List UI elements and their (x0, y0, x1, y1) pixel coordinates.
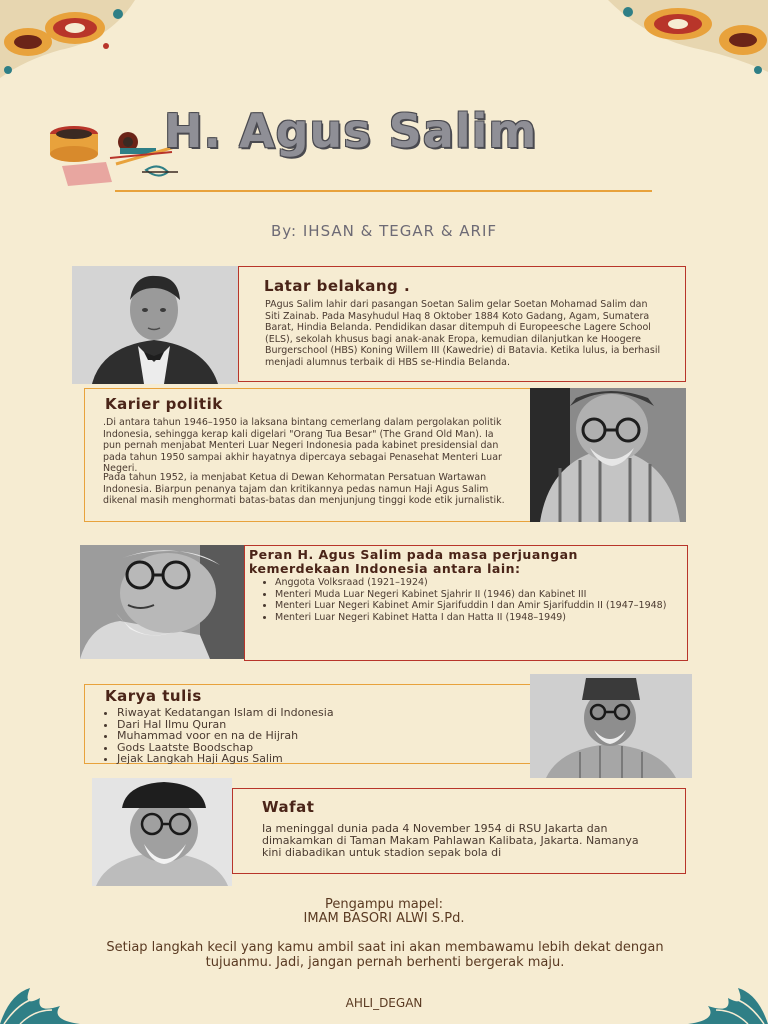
section-heading: Wafat (262, 798, 315, 816)
motivational-quote: Setiap langkah kecil yang kamu ambil saat ini akan membawamu lebih dekat dengan tujuanmu. Jadi, jangan pernah berhenti bergerak maju. (106, 940, 664, 970)
portrait-profile-photo (80, 545, 244, 659)
pengampu-label: Pengampu mapel: (325, 897, 443, 912)
section-body: PAgus Salim lahir dari pasangan Soetan Salim gelar Soetan Mohamad Salim dan Siti Zainab. Pada Masyhudul Haq 8 Oktober 1884 Koto Gadang, Agam, Sumatera Barat, Hindia Belanda. Pendidikan dasar ditempuh di Europeesche Lagere School (ELS), sekolah khusus bagi anak-anak Eropa, kemudian dilanjutkan ke Hoogere Burgerschool (HBS) Koning Willem III (Kawedrie) di Batavia. Ketika lulus, ia berhasil menjadi alumnus terbaik di HBS se-Hindia Belanda. (265, 299, 661, 368)
portrait-glasses-photo (530, 388, 686, 522)
list-item: • Riwayat Kedatangan Islam di Indonesia (117, 707, 527, 719)
list-item: • Menteri Luar Negeri Kabinet Hatta I dan Hatta II (1948–1949) (275, 612, 685, 624)
list-item: • Menteri Muda Luar Negeri Kabinet Sjahrir II (1946) dan Kabinet III (275, 589, 685, 601)
section-peran (244, 545, 688, 661)
section-body: Ia meninggal dunia pada 4 November 1954 di RSU Jakarta dan dimakamkan di Taman Makam Pahlawan Kalibata, Jakarta. Namanya kini diabadikan untuk stadion sepak bola di (262, 822, 639, 859)
list-item: • Gods Laatste Boodschap (117, 742, 527, 754)
section-heading: Karya tulis (105, 687, 202, 705)
portrait-peci-photo (530, 674, 692, 778)
section-karier-politik (84, 388, 534, 522)
list-item: • Muhammad voor en na de Hijrah (117, 730, 527, 742)
section-latar-belakang (238, 266, 686, 382)
section-heading: Karier politik (105, 395, 223, 413)
pengampu-name: IMAM BASORI ALWI S.Pd. (303, 911, 465, 926)
corner-ornament-top-right-icon (608, 0, 768, 80)
corner-ornament-top-left-icon (0, 0, 135, 80)
page-title: H. Agus Salim (164, 104, 538, 158)
section-body: Pada tahun 1952, ia menjabat Ketua di Dewan Kehormatan Persatuan Wartawan Indonesia. Biarpun penanya tajam dan kritikannya pedas namun Haji Agus Salim dikenal masih menghormati batas-batas dan menjunjung tinggi kode etik jurnalistik. (103, 472, 505, 506)
section-heading: Latar belakang . (264, 277, 411, 295)
title-divider (115, 190, 652, 192)
karya-list (87, 707, 527, 765)
list-item: • Dari Hal Ilmu Quran (117, 719, 527, 731)
portrait-elder-photo (92, 778, 232, 886)
section-body: .Di antara tahun 1946–1950 ia laksana bintang cemerlang dalam pergolakan politik Indonesia, sehingga kerap kali digelari "Orang Tua Besar" (The Grand Old Man). Ia pun pernah menjabat Menteri Luar Negeri Indonesia pada kabinet presidensial dan pada tahun 1950 sampai akhir hayatnya dipercaya sebagai Penasehat Menteri Luar Negeri. (103, 417, 502, 474)
byline: By: IHSAN & TEGAR & ARIF (270, 222, 498, 240)
section-wafat (232, 788, 686, 874)
list-item: • Anggota Volksraad (1921–1924) (275, 577, 685, 589)
portrait-young-photo (72, 266, 238, 384)
list-item: • Menteri Luar Negeri Kabinet Amir Sjarifuddin I dan Amir Sjarifuddin II (1947–1948) (275, 600, 685, 612)
peran-list (245, 577, 685, 623)
signature: AHLI_DEGAN (345, 996, 423, 1010)
section-heading: Peran H. Agus Salim pada masa perjuangan kemerdekaan Indonesia antara lain: (249, 547, 578, 576)
list-item: • Jejak Langkah Haji Agus Salim (117, 753, 527, 765)
section-karya-tulis (84, 684, 532, 764)
